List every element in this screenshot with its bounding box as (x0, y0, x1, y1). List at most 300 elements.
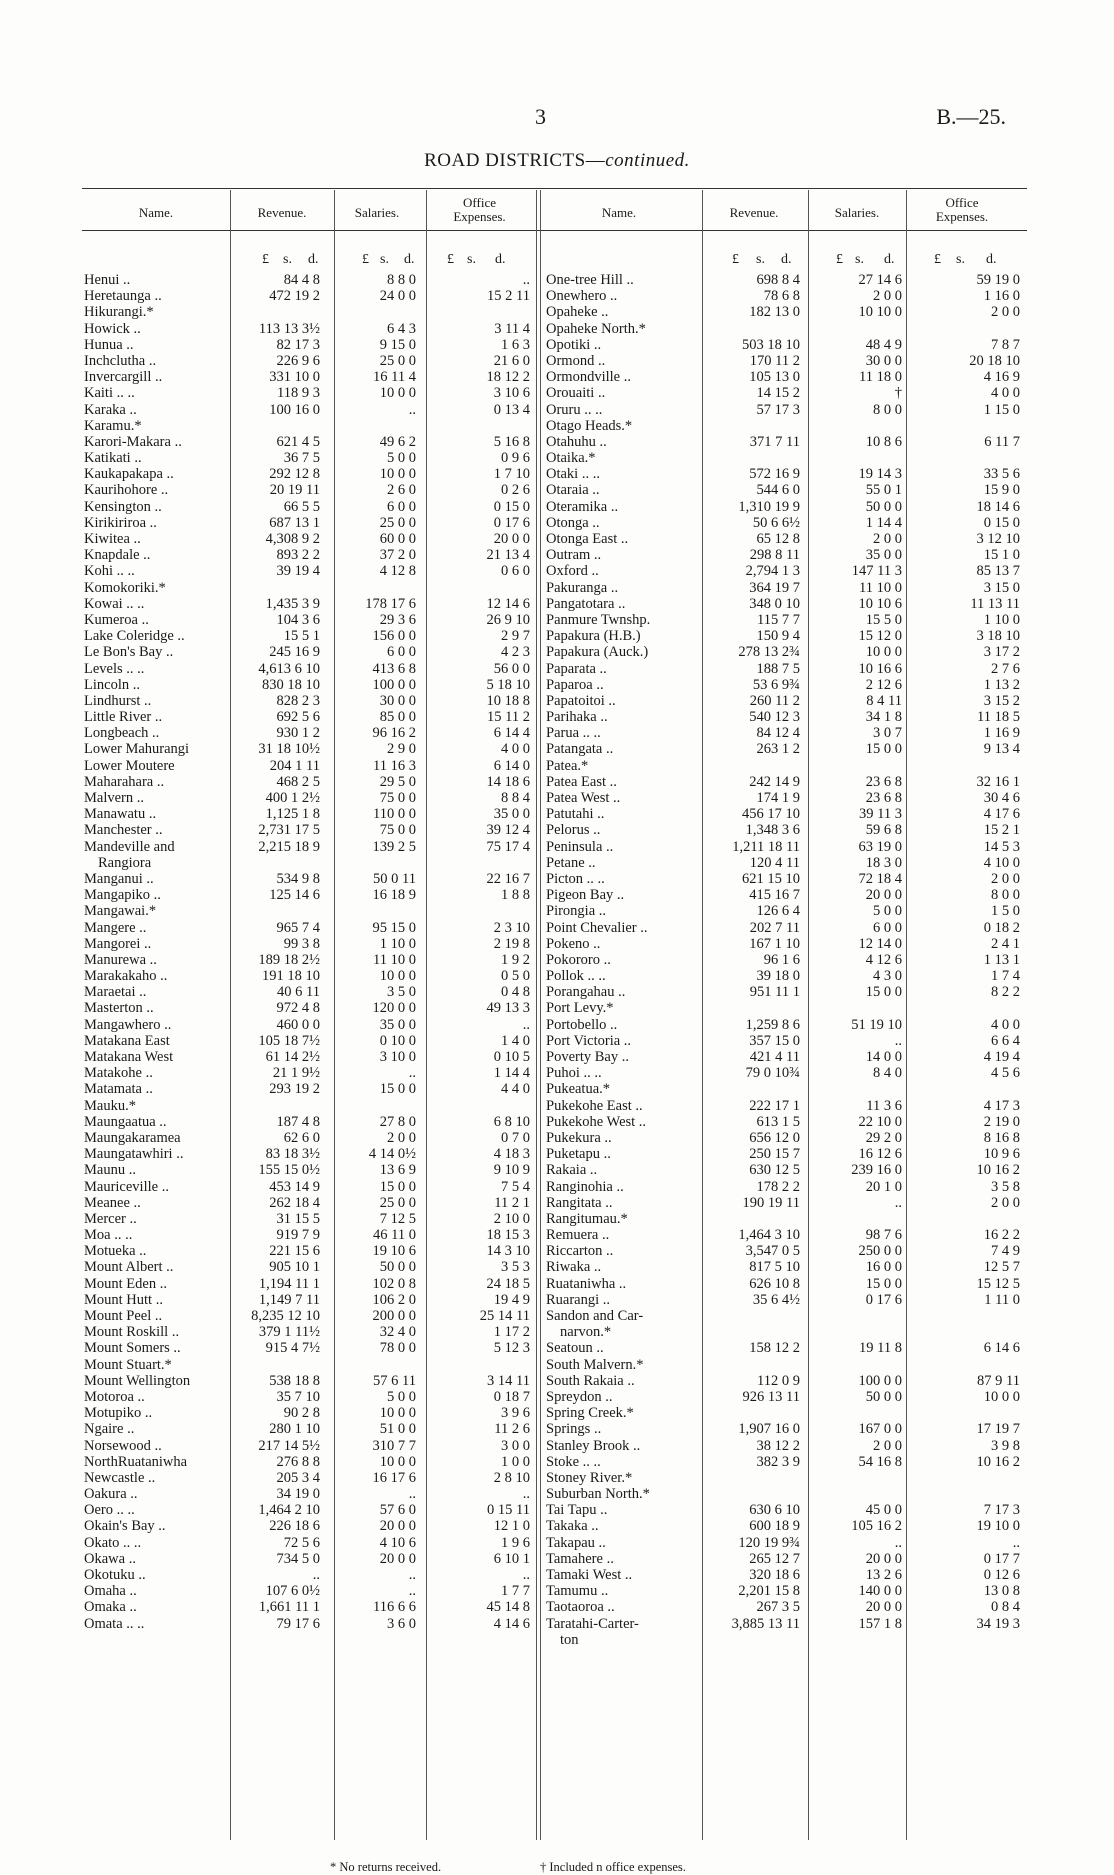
revenue: 1,348 3 6 (745, 822, 800, 839)
district-name: Mount Stuart.* (84, 1356, 172, 1373)
office-expenses: 0 18 7 (493, 1388, 530, 1405)
table-row (546, 903, 1026, 919)
salaries: 23 6 8 (865, 773, 902, 790)
district-name: Outram .. (546, 547, 602, 564)
district-name: Okotuku .. (84, 1567, 146, 1583)
table-row (84, 1162, 534, 1178)
table-row (546, 1421, 1026, 1437)
district-name: Karori-Makara .. (84, 433, 182, 450)
office-expenses: 1 10 0 (983, 611, 1020, 628)
table-row (84, 337, 534, 353)
salaries: 100 0 0 (372, 676, 416, 693)
salaries: 2 0 0 (873, 1437, 902, 1454)
office-expenses: 4 4 0 (501, 1081, 530, 1098)
revenue: 14 15 2 (756, 385, 800, 402)
office-expenses: 3 18 10 (976, 628, 1020, 645)
salaries: 24 0 0 (379, 288, 416, 305)
revenue: 472 19 2 (269, 288, 320, 305)
salaries: 8 8 0 (387, 272, 416, 288)
office-expenses: 1 4 0 (501, 1032, 530, 1049)
office-expenses: 7 8 7 (991, 336, 1020, 353)
salaries: 75 0 0 (379, 822, 416, 839)
office-expenses: 3 0 0 (501, 1437, 530, 1454)
salaries: 8 0 0 (873, 401, 902, 418)
revenue: 1,194 11 1 (258, 1275, 320, 1292)
salaries: 116 6 6 (373, 1599, 416, 1616)
table-row (546, 450, 1026, 466)
revenue: 415 16 7 (749, 887, 800, 904)
salaries: 10 0 0 (379, 1405, 416, 1422)
table-row (546, 725, 1026, 741)
salaries: 59 6 8 (865, 822, 902, 839)
table-row (546, 628, 1026, 644)
district-name: Motoroa .. (84, 1388, 145, 1405)
district-name: Orouaiti .. (546, 385, 606, 402)
revenue: 189 18 2½ (258, 951, 320, 968)
district-name: Kohi .. .. (84, 563, 135, 580)
office-expenses: 8 0 0 (991, 887, 1020, 904)
salaries: 2 0 0 (387, 1129, 416, 1146)
district-name: Otaki .. .. (546, 466, 600, 483)
office-expenses: 2 9 7 (501, 628, 530, 645)
office-expenses: 19 4 9 (493, 1291, 530, 1308)
office-expenses: 1 16 0 (983, 288, 1020, 305)
salaries: 19 14 3 (858, 466, 902, 483)
table-row (546, 1179, 1026, 1195)
revenue: 125 14 6 (269, 887, 320, 904)
office-expenses: 16 2 2 (983, 1227, 1020, 1244)
district-name: Newcastle .. (84, 1469, 156, 1486)
salaries: 49 6 2 (379, 433, 416, 450)
salaries: 120 0 0 (372, 1000, 416, 1017)
office-expenses: 19 10 0 (976, 1518, 1020, 1535)
salaries: 8 4 11 (866, 692, 902, 709)
revenue: 190 19 11 (742, 1194, 800, 1211)
district-name: Ruarangi .. (546, 1291, 611, 1308)
table-row (546, 1470, 1026, 1486)
revenue: 460 0 0 (276, 1016, 320, 1033)
district-name: Pukeatua.* (546, 1081, 611, 1098)
revenue: 15 5 1 (283, 628, 320, 645)
salaries: 30 0 0 (865, 352, 902, 369)
revenue: 96 1 6 (763, 951, 800, 968)
revenue: 150 9 4 (756, 628, 800, 645)
header-revenue-left: Revenue. (257, 205, 307, 220)
table-row (546, 1389, 1026, 1405)
title-continued: continued. (605, 150, 690, 171)
office-expenses: 1 9 6 (501, 1534, 530, 1551)
revenue: 276 8 8 (276, 1453, 320, 1470)
district-name: Matamata .. (84, 1081, 153, 1098)
salaries: 5 0 0 (873, 903, 902, 920)
table-row (546, 418, 1026, 434)
district-name: Okain's Bay .. (84, 1518, 166, 1535)
header-name-right: Name. (601, 205, 637, 220)
office-expenses: 0 15 11 (487, 1502, 530, 1519)
footnote-no-returns: * No returns received. (330, 1860, 442, 1874)
office-expenses: 0 17 7 (983, 1550, 1020, 1567)
salaries: 78 0 0 (379, 1340, 416, 1357)
table-row (84, 580, 534, 596)
salaries: 105 16 2 (851, 1518, 902, 1535)
revenue: 226 18 6 (269, 1518, 320, 1535)
office-expenses: 30 4 6 (983, 790, 1020, 806)
revenue: 217 14 5½ (258, 1437, 320, 1454)
district-name: Parua .. .. (546, 725, 601, 742)
district-name: Pukekohe West .. (546, 1113, 647, 1130)
salaries: 20 1 0 (865, 1178, 902, 1195)
revenue: 540 12 3 (749, 709, 800, 726)
revenue: 35 6 4½ (752, 1291, 800, 1308)
district-name: Okato .. .. (84, 1534, 142, 1551)
table-row (84, 466, 534, 482)
table-row (546, 1292, 1026, 1308)
salaries: 85 0 0 (379, 709, 416, 726)
salaries: 35 0 0 (865, 547, 902, 564)
office-expenses: 1 7 4 (991, 968, 1020, 985)
salaries: 57 6 0 (379, 1502, 416, 1519)
office-expenses: 4 17 6 (983, 806, 1020, 823)
salaries: 25 0 0 (379, 1194, 416, 1211)
table-row (546, 321, 1026, 337)
district-name: Patea East .. (546, 773, 617, 790)
district-name: Ormond .. (546, 352, 606, 369)
table-row (546, 790, 1026, 806)
revenue: 687 13 1 (269, 514, 320, 531)
table-row (546, 580, 1026, 596)
salaries: 20 0 0 (379, 1550, 416, 1567)
office-expenses: 2 10 0 (493, 1210, 530, 1227)
salaries: 50 0 11 (373, 870, 416, 887)
salaries: 51 19 10 (851, 1016, 902, 1033)
table-row (84, 1357, 534, 1373)
district-name: Hunua .. (84, 336, 134, 353)
table-row (84, 515, 534, 531)
revenue: 20 19 11 (269, 482, 320, 499)
office-expenses: 6 11 7 (984, 433, 1020, 450)
office-expenses: 59 19 0 (976, 272, 1020, 288)
office-expenses: 6 14 6 (983, 1340, 1020, 1357)
cur-d: d. (884, 252, 895, 267)
district-name: Manurewa .. (84, 951, 157, 968)
table-row (84, 1502, 534, 1518)
table-row (546, 1000, 1026, 1016)
table-row (546, 1259, 1026, 1275)
salaries: 413 6 8 (372, 660, 416, 677)
office-expenses: 4 19 4 (983, 1049, 1020, 1065)
salaries: 11 18 0 (859, 369, 902, 386)
salaries: 29 2 0 (865, 1129, 902, 1146)
district-name: Hikurangi.* (84, 304, 154, 321)
table-row (546, 1454, 1026, 1470)
office-expenses: 21 13 4 (486, 547, 530, 564)
salaries: 25 0 0 (379, 514, 416, 531)
table-row (84, 871, 534, 887)
district-name: Maungaatua .. (84, 1113, 167, 1130)
table-row (84, 952, 534, 968)
header-revenue-right: Revenue. (729, 205, 779, 220)
salaries: 2 12 6 (865, 676, 902, 693)
table-row (84, 1195, 534, 1211)
revenue: 34 19 0 (276, 1486, 320, 1503)
salaries: 156 0 0 (372, 628, 416, 645)
salaries: 10 10 6 (858, 595, 902, 612)
district-name: Invercargill .. (84, 369, 163, 386)
district-name: Otago Heads.* (546, 417, 633, 434)
salaries: 16 18 9 (372, 887, 416, 904)
salaries: 4 12 6 (865, 951, 902, 968)
district-name: South Rakaia .. (546, 1372, 635, 1389)
office-expenses: 0 2 6 (501, 482, 530, 499)
salaries: 8 4 0 (873, 1065, 902, 1082)
table-row (546, 855, 1026, 871)
office-expenses: 6 6 4 (991, 1032, 1020, 1049)
table-row (546, 1599, 1026, 1615)
office-expenses: 1 7 7 (501, 1583, 530, 1600)
office-expenses: 3 9 8 (991, 1437, 1020, 1454)
revenue: 188 7 5 (756, 660, 800, 677)
office-expenses: 7 4 9 (991, 1243, 1020, 1260)
salaries: 100 0 0 (858, 1372, 902, 1389)
district-name: Picton .. .. (546, 870, 605, 887)
salaries: 3 6 0 (387, 1615, 416, 1632)
cur-d: d. (404, 252, 415, 267)
office-expenses: 22 16 7 (486, 870, 530, 887)
revenue: 61 14 2½ (265, 1049, 320, 1065)
district-name: Paparata .. (546, 660, 607, 677)
revenue: 293 19 2 (269, 1081, 320, 1098)
table-row (546, 1195, 1026, 1211)
district-name: Malvern .. (84, 790, 144, 806)
revenue: 31 18 10½ (258, 741, 320, 758)
district-name: Pukekura .. (546, 1129, 612, 1146)
table-row (84, 385, 534, 401)
table-row (84, 1000, 534, 1016)
office-expenses: 3 5 3 (501, 1259, 530, 1276)
salaries: 16 11 4 (373, 369, 416, 386)
revenue: 113 13 3½ (258, 320, 320, 337)
office-expenses: 14 5 3 (983, 838, 1020, 855)
page-title (0, 150, 1114, 172)
office-expenses: 6 10 1 (493, 1550, 530, 1567)
salaries: 51 0 0 (379, 1421, 416, 1438)
table-row (84, 1535, 534, 1551)
table-row (546, 1276, 1026, 1292)
office-expenses: 12 5 7 (983, 1259, 1020, 1276)
revenue: 382 3 9 (756, 1453, 800, 1470)
salaries: 14 0 0 (865, 1049, 902, 1065)
revenue: 357 15 0 (749, 1032, 800, 1049)
table-row (84, 1276, 534, 1292)
table-row (546, 466, 1026, 482)
revenue: 205 3 4 (276, 1469, 320, 1486)
office-expenses: 4 2 3 (501, 644, 530, 661)
office-expenses: .. (1012, 1534, 1020, 1551)
office-expenses: 35 0 0 (493, 806, 530, 823)
revenue: 66 5 5 (283, 498, 320, 515)
table-row (84, 563, 534, 579)
table-row (84, 272, 534, 288)
salaries: 22 10 0 (858, 1113, 902, 1130)
salaries: 13 6 9 (379, 1162, 416, 1179)
table-row (84, 1438, 534, 1454)
office-expenses: 26 9 10 (486, 611, 530, 628)
district-name: Puhoi .. .. (546, 1065, 602, 1082)
office-expenses: 1 8 8 (501, 887, 530, 904)
salaries: 0 17 6 (865, 1291, 902, 1308)
office-expenses: 2 4 1 (991, 935, 1020, 952)
salaries: 10 8 6 (865, 433, 902, 450)
revenue: 468 2 5 (276, 773, 320, 790)
table-row (84, 644, 534, 660)
revenue: 31 15 5 (276, 1210, 320, 1227)
office-expenses: 12 1 0 (493, 1518, 530, 1535)
office-expenses: 4 16 9 (983, 369, 1020, 386)
salaries: 6 0 0 (387, 644, 416, 661)
salaries: .. (894, 1534, 902, 1551)
district-name: Heretaunga .. (84, 288, 162, 305)
office-expenses: 3 11 4 (494, 320, 530, 337)
revenue: 621 15 10 (742, 870, 800, 887)
revenue: 191 18 10 (262, 968, 320, 985)
salaries: 72 18 4 (858, 870, 902, 887)
table-row (84, 1308, 534, 1324)
revenue: 626 10 8 (749, 1275, 800, 1292)
district-name: Inchclutha .. (84, 352, 157, 369)
revenue: 263 1 2 (756, 741, 800, 758)
office-expenses: 10 16 2 (976, 1162, 1020, 1179)
table-row (84, 1324, 534, 1340)
revenue: 40 6 11 (277, 984, 320, 1001)
district-name: Tai Tapu .. (546, 1502, 608, 1519)
table-row (546, 1583, 1026, 1599)
cur-s: s. (855, 252, 864, 267)
revenue: 371 7 11 (749, 433, 800, 450)
revenue: 222 17 1 (749, 1097, 800, 1114)
district-name: Omaha .. (84, 1583, 137, 1600)
district-name: Motupiko .. (84, 1405, 153, 1422)
office-expenses: .. (522, 272, 530, 288)
salaries: 20 0 0 (865, 887, 902, 904)
district-name: Little River .. (84, 709, 163, 726)
salaries: 10 16 6 (858, 660, 902, 677)
office-expenses: 0 13 4 (493, 401, 530, 418)
office-expenses: 3 15 0 (983, 579, 1020, 596)
revenue: 250 15 7 (749, 1146, 800, 1163)
district-name: Kaurihohore .. (84, 482, 169, 499)
revenue: 3,547 0 5 (745, 1243, 800, 1260)
salaries: 98 7 6 (865, 1227, 902, 1244)
table-row (546, 1130, 1026, 1146)
district-name: Pakuranga .. (546, 579, 619, 596)
office-expenses: 6 8 10 (493, 1113, 530, 1130)
office-expenses: 10 0 0 (983, 1388, 1020, 1405)
district-name: Parihaka .. (546, 709, 608, 726)
office-expenses: 2 0 0 (991, 304, 1020, 321)
table-row (84, 596, 534, 612)
table-row (84, 1567, 534, 1583)
salaries: 6 0 0 (387, 498, 416, 515)
salaries: 20 0 0 (865, 1599, 902, 1616)
revenue: 320 18 6 (749, 1567, 800, 1583)
office-expenses: 39 12 4 (486, 822, 530, 839)
table-row (84, 790, 534, 806)
revenue: 630 12 5 (749, 1162, 800, 1179)
table-row (84, 1340, 534, 1356)
salaries: 110 0 0 (373, 806, 416, 823)
revenue: 187 4 8 (276, 1113, 320, 1130)
salaries: 25 0 0 (379, 352, 416, 369)
revenue: 1,464 2 10 (258, 1502, 320, 1519)
table-row (546, 1098, 1026, 1114)
district-name: Omaka .. (84, 1599, 137, 1616)
salaries: 16 0 0 (865, 1259, 902, 1276)
salaries: 29 5 0 (379, 773, 416, 790)
office-expenses: 1 13 2 (983, 676, 1020, 693)
district-name: Otahuhu .. (546, 433, 607, 450)
salaries: † (894, 385, 902, 402)
district-name: Kumeroa .. (84, 611, 149, 628)
district-name: Mount Somers .. (84, 1340, 181, 1357)
table-row (84, 434, 534, 450)
table-row (546, 920, 1026, 936)
district-name: Lower Moutere (84, 757, 175, 774)
office-expenses: 1 6 3 (501, 336, 530, 353)
salaries: 4 3 0 (873, 968, 902, 985)
district-name: Rangitata .. (546, 1194, 613, 1211)
table-row (84, 628, 534, 644)
table-row (84, 774, 534, 790)
revenue: 534 9 8 (276, 870, 320, 887)
revenue: 621 4 5 (276, 433, 320, 450)
revenue: 919 7 9 (276, 1227, 320, 1244)
district-name: Pukekohe East .. (546, 1097, 643, 1114)
district-name: Takaka .. (546, 1518, 599, 1535)
salaries: .. (408, 1583, 416, 1600)
table-row (546, 1146, 1026, 1162)
revenue: 126 6 4 (756, 903, 800, 920)
revenue: 78 6 8 (763, 288, 800, 305)
table-row (84, 1292, 534, 1308)
revenue: 53 6 9¾ (752, 676, 800, 693)
district-name: Kaukapakapa .. (84, 466, 174, 483)
revenue: 1,211 18 11 (732, 838, 800, 855)
salaries: 200 0 0 (372, 1308, 416, 1324)
office-expenses: 0 4 8 (501, 984, 530, 1001)
district-name: Papakura (Auck.) (546, 644, 649, 661)
salaries: 310 7 7 (372, 1437, 416, 1454)
district-name: Rakaia .. (546, 1162, 598, 1179)
office-expenses: 8 8 4 (501, 790, 530, 806)
revenue: 4,308 9 2 (265, 531, 320, 547)
salaries: 6 4 3 (387, 320, 416, 337)
revenue: 4,613 6 10 (258, 660, 320, 677)
revenue: 656 12 0 (749, 1129, 800, 1146)
district-name: Mount Albert .. (84, 1259, 174, 1276)
district-name: Paparoa .. (546, 676, 604, 693)
salaries: 48 4 9 (865, 336, 902, 353)
revenue: 35 7 10 (276, 1388, 320, 1405)
table-row (84, 499, 534, 515)
office-expenses: 0 7 0 (501, 1129, 530, 1146)
district-name: Panmure Twnshp. (546, 611, 651, 628)
table-row (84, 1389, 534, 1405)
salaries: .. (408, 1567, 416, 1583)
table-row (84, 839, 534, 855)
office-expenses: 2 19 0 (983, 1113, 1020, 1130)
revenue: 2,215 18 9 (258, 838, 320, 855)
salaries: 57 6 11 (373, 1372, 416, 1389)
